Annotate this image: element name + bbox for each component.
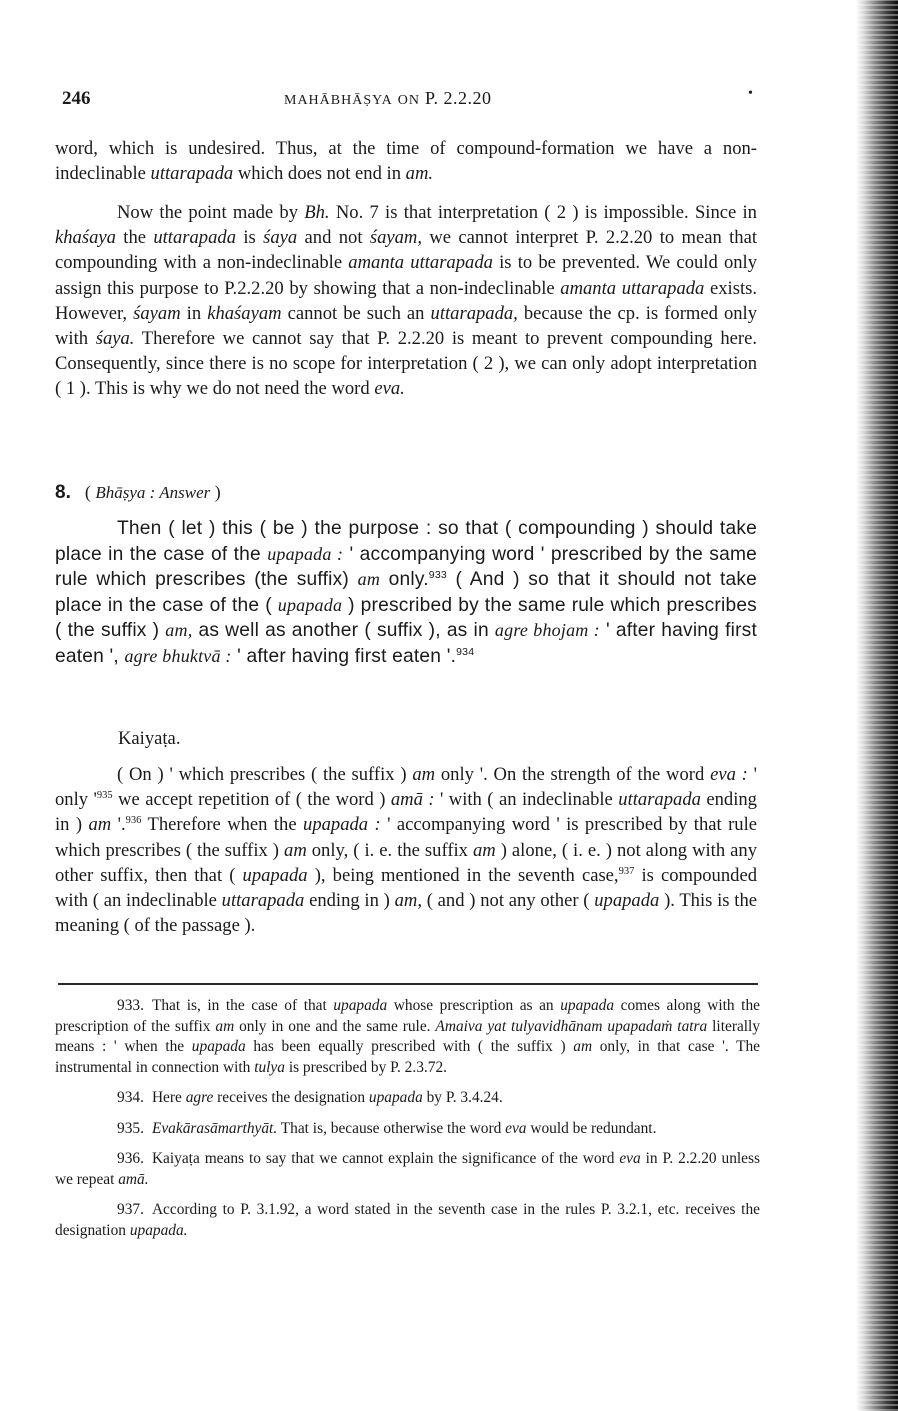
footnote-ref-934: 934 <box>456 645 475 658</box>
kaiyata-commentary: ( On ) ' which prescribes ( the suffix ) am only '. On the strength of the word eva : ' only '$^{935}$ we accept repetition of ( the word ) amā : ' with ( an indeclinable uttarapada ending in ) am '.$^{936}$ Therefore when the upapada : ' accompanying word ' is prescribed by that rule which prescribes ( the suffix ) am only, ( i. e. the suffix am ) alone, ( i. e. ) not along with any other suffix, then that ( upapada ), being mentioned in the seventh case,$^{937}$ is compounded with ( an indeclinable uttarapada ending in ) am, ( and ) not any other ( upapada ). This is the meaning ( of the passage ). <box>55 764 758 937</box>
paragraph-continuation: word, which is undesired. Thus, at the time of compound-formation we have a non-indeclinable uttarapada which does not end in am. <box>55 138 757 185</box>
section-number: 8. <box>55 482 71 503</box>
paragraph-interpretation: Now the point made by Bh. No. 7 is that interpretation ( 2 ) is impossible. Since in khaśaya the uttarapada is śaya and not śayam, we cannot interpret P. 2.2.20 to mean that compounding with a non-indeclinable amanta uttarapada is to be prevented. We could only assign this purpose to P.2.2.20 by showing that a non-indeclinable amanta uttarapada exists. However, śayam in khaśayam cannot be such an uttarapada, because the cp. is formed only with śaya. Therefore we cannot say that P. 2.2.20 is meant to prevent compounding here. Consequently, since there is no scope for interpretation ( 2 ), we can only adopt interpretation ( 1 ). This is why we do not need the word eva. <box>55 202 758 400</box>
footnote-ref-933: 933 <box>428 569 447 582</box>
footnote-divider <box>58 983 758 985</box>
footnote-934: 934. Here agre receives the designation upapada by P. 3.4.24. <box>117 1089 503 1106</box>
footnote-ref-937: 937 <box>618 865 635 877</box>
footnote-933: 933. That is, in the case of that upapada whose prescription as an upapada comes along with the prescription of the suffix am only in one and the same rule. Amaiva yat tulyavidhānam upapadaṁ tatra literally means : ' when the upapada has been equally prescribed with ( the suffix ) am only, in that case '. The instrumental in connection with tulya is prescribed by P. 2.3.72. <box>55 997 761 1076</box>
footnote-937: 937. According to P. 3.1.92, a word stated in the seventh case in the rules P. 3.2.1, etc. receives the designation upapada. <box>55 1201 760 1239</box>
footnotes <box>55 996 760 1251</box>
footnote-ref-936: 936 <box>125 815 142 827</box>
scanned-page-edge <box>856 0 898 1411</box>
footnote-936: 936. Kaiyaṭa means to say that we cannot explain the significance of the word eva in P. 2.2.20 unless we repeat amā. <box>55 1150 760 1188</box>
footnote-ref-935: 935 <box>96 790 113 802</box>
footnote-935: 935. Evakārasāmarthyāt. That is, because otherwise the word eva would be redundant. <box>117 1119 657 1137</box>
bhasya-translation: Then ( let ) this ( be ) the purpose : so that ( compounding ) should take place in the case of the upapada : ' accompanying word ' prescribed by the same rule which prescribes (the suffix) am only.$^{933}$ ( And ) so that it should not take place in the case of the ( upapada ) prescribed by the same rule which prescribes ( the suffix ) am, as well as another ( suffix ), as in agre bhojam : ' after having first eaten ', agre bhuktvā : ' after having first eaten '.$^{934}$ <box>55 518 758 667</box>
kaiyata-heading: Kaiyaṭa. <box>118 728 181 749</box>
section-label: Bhāṣya : Answer <box>95 483 211 502</box>
running-title <box>284 88 492 109</box>
title-on: ON <box>397 93 421 108</box>
title-main: MAHĀBHĀṢYA <box>284 93 393 108</box>
header-mark: • <box>748 86 753 101</box>
title-rule: P. 2.2.20 <box>425 88 492 108</box>
running-header <box>56 88 756 112</box>
page-number: 246 <box>62 88 91 109</box>
section-heading: 8. ( Bhāṣya : Answer ) <box>55 482 221 503</box>
